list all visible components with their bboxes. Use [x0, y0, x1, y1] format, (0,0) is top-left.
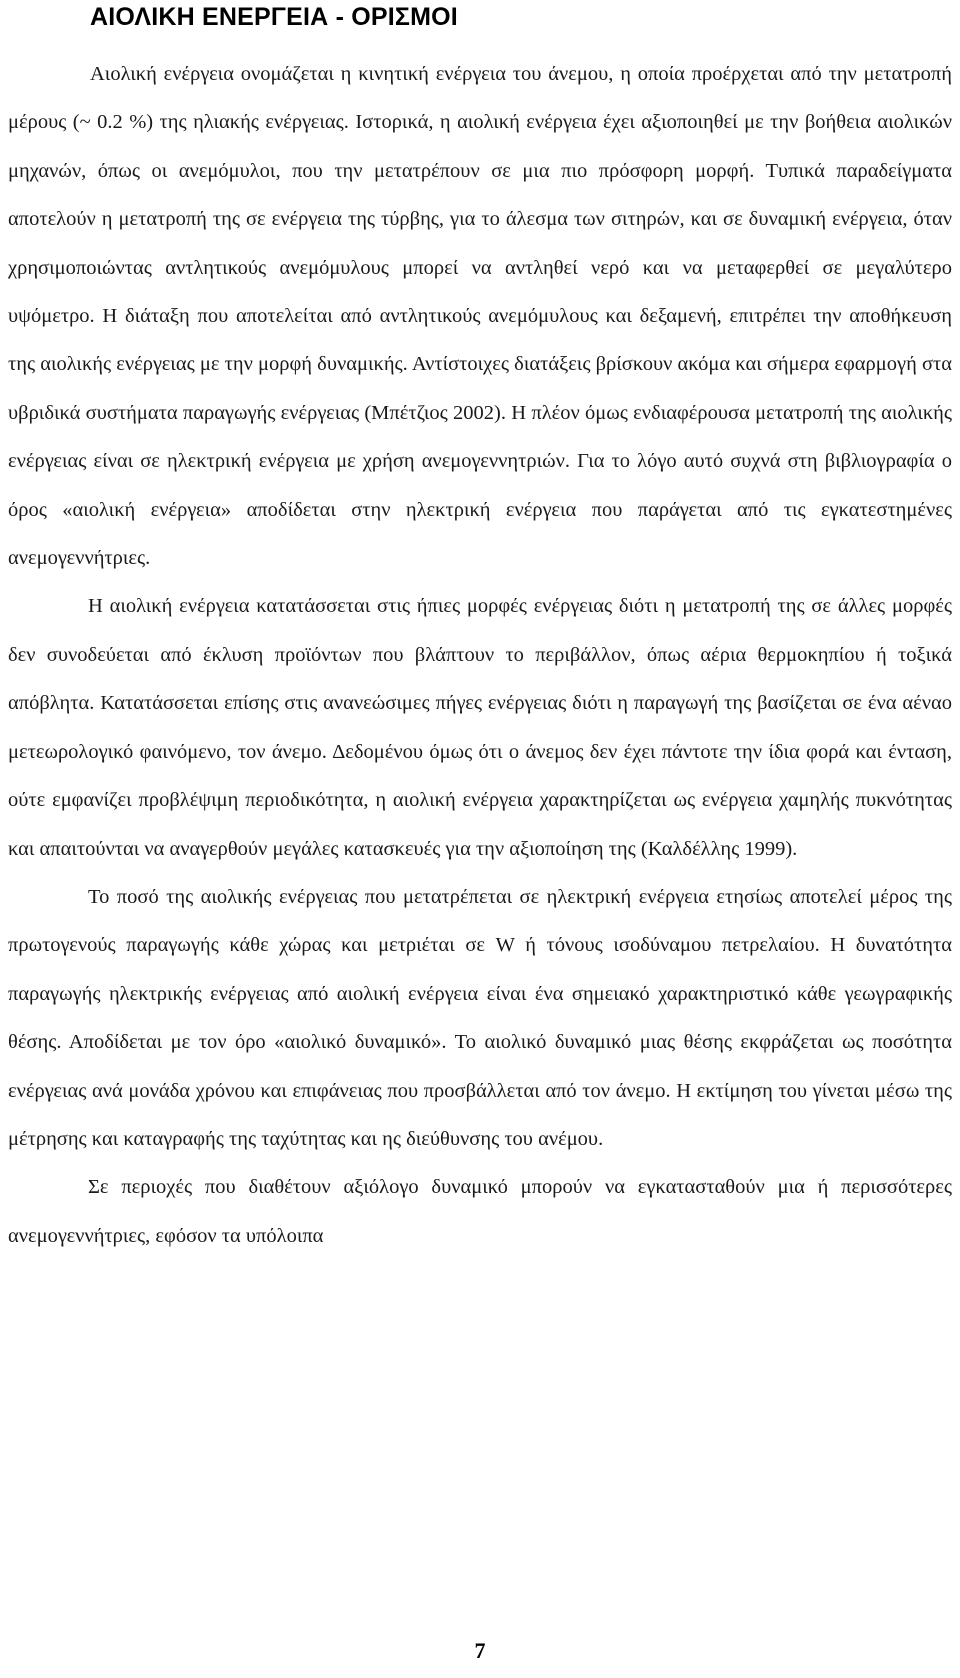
- body-text: [8, 50, 952, 1260]
- paragraph-wind-potential: Το ποσό της αιολικής ενέργειας που μετατρέπεται σε ηλεκτρική ενέργεια ετησίως αποτελεί μέρος της πρωτογενούς παραγωγής κάθε χώρας και μετριέται σε W ή τόνους ισοδύναμου πετρελαίου. Η δυνατότητα παραγωγής ηλεκτρικής ενέργειας από αιολική ενέργεια είναι ένα σημειακό χαρακτηριστικό κάθε γεωγραφικής θέσης. Αποδίδεται με τον όρο «αιολικό δυναμικό». Το αιολικό δυναμικό μιας θέσης εκφράζεται ως ποσότητα ενέργειας ανά μονάδα χρόνου και επιφάνειας που προσβάλλεται από τον άνεμο. Η εκτίμηση του γίνεται μέσω της μέτρησης και καταγραφής της ταχύτητας και ης διεύθυνσης του ανέμου.: [8, 885, 952, 1150]
- page-number: 7: [474, 1638, 486, 1663]
- paragraph-classification: Η αιολική ενέργεια κατατάσσεται στις ήπιες μορφές ενέργειας διότι η μετατροπή της σε άλλες μορφές δεν συνοδεύεται από έκλυση προϊόντων που βλάπτουν το περιβάλλον, όπως αέρια θερμοκηπίου ή τοξικά απόβλητα. Κατατάσσεται επίσης στις ανανεώσιμες πήγες ενέργειας διότι η παραγωγή της βασίζεται σε ένα αέναο μετεωρολογικό φαινόμενο, τον άνεμο. Δεδομένου όμως ότι ο άνεμος δεν έχει πάντοτε την ίδια φορά και ένταση, ούτε εμφανίζει προβλέψιμη περιοδικότητα, η αιολική ενέργεια χαρακτηρίζεται ως ενέργεια χαμηλής πυκνότητας και απαιτούνται να αναγερθούν μεγάλες κατασκευές για την αξιοποίηση της (Καλδέλλης 1999).: [8, 595, 952, 860]
- section-heading: ΑΙΟΛΙΚΗ ΕΝΕΡΓΕΙΑ - ΟΡΙΣΜΟΙ: [90, 3, 458, 31]
- paragraph-definition: Αιολική ενέργεια ονομάζεται η κινητική ενέργεια του άνεμου, η οποία προέρχεται από την μετατροπή μέρους (~ 0.2 %) της ηλιακής ενέργειας. Ιστορικά, η αιολική ενέργεια έχει αξιοποιηθεί με την βοήθεια αιολικών μηχανών, όπως οι ανεμόμυλοι, που την μετατρέπουν σε μια πιο πρόσφορη μορφή. Τυπικά παραδείγματα αποτελούν η μετατροπή της σε ενέργεια της τύρβης, για το άλεσμα των σιτηρών, και σε δυναμική ενέργεια, όταν χρησιμοποιώντας αντλητικούς ανεμόμυλους μπορεί να αντληθεί νερό και να μεταφερθεί σε μεγαλύτερο υψόμετρο. Η διάταξη που αποτελείται από αντλητικούς ανεμόμυλους και δεξαμενή, επιτρέπει την αποθήκευση της αιολικής ενέργειας με την μορφή δυναμικής. Αντίστοιχες διατάξεις βρίσκουν ακόμα και σήμερα εφαρμογή στα υβριδικά συστήματα παραγωγής ενέργειας (Μπέτζιος 2002). Η πλέον όμως ενδιαφέρουσα μετατροπή της αιολικής ενέργειας είναι σε ηλεκτρική ενέργεια με χρήση ανεμογεννητριών. Για το λόγο αυτό συχνά στη βιβλιογραφία ο όρος «αιολική ενέργεια» αποδίδεται στην ηλεκτρική ενέργεια που παράγεται από τις εγκατεστημένες ανεμογεννήτριες.: [8, 63, 952, 570]
- paragraph-installation: Σε περιοχές που διαθέτουν αξιόλογο δυναμικό μπορούν να εγκατασταθούν μια ή περισσότερες ανεμογεννήτριες, εφόσον τα υπόλοιπα: [8, 1176, 952, 1247]
